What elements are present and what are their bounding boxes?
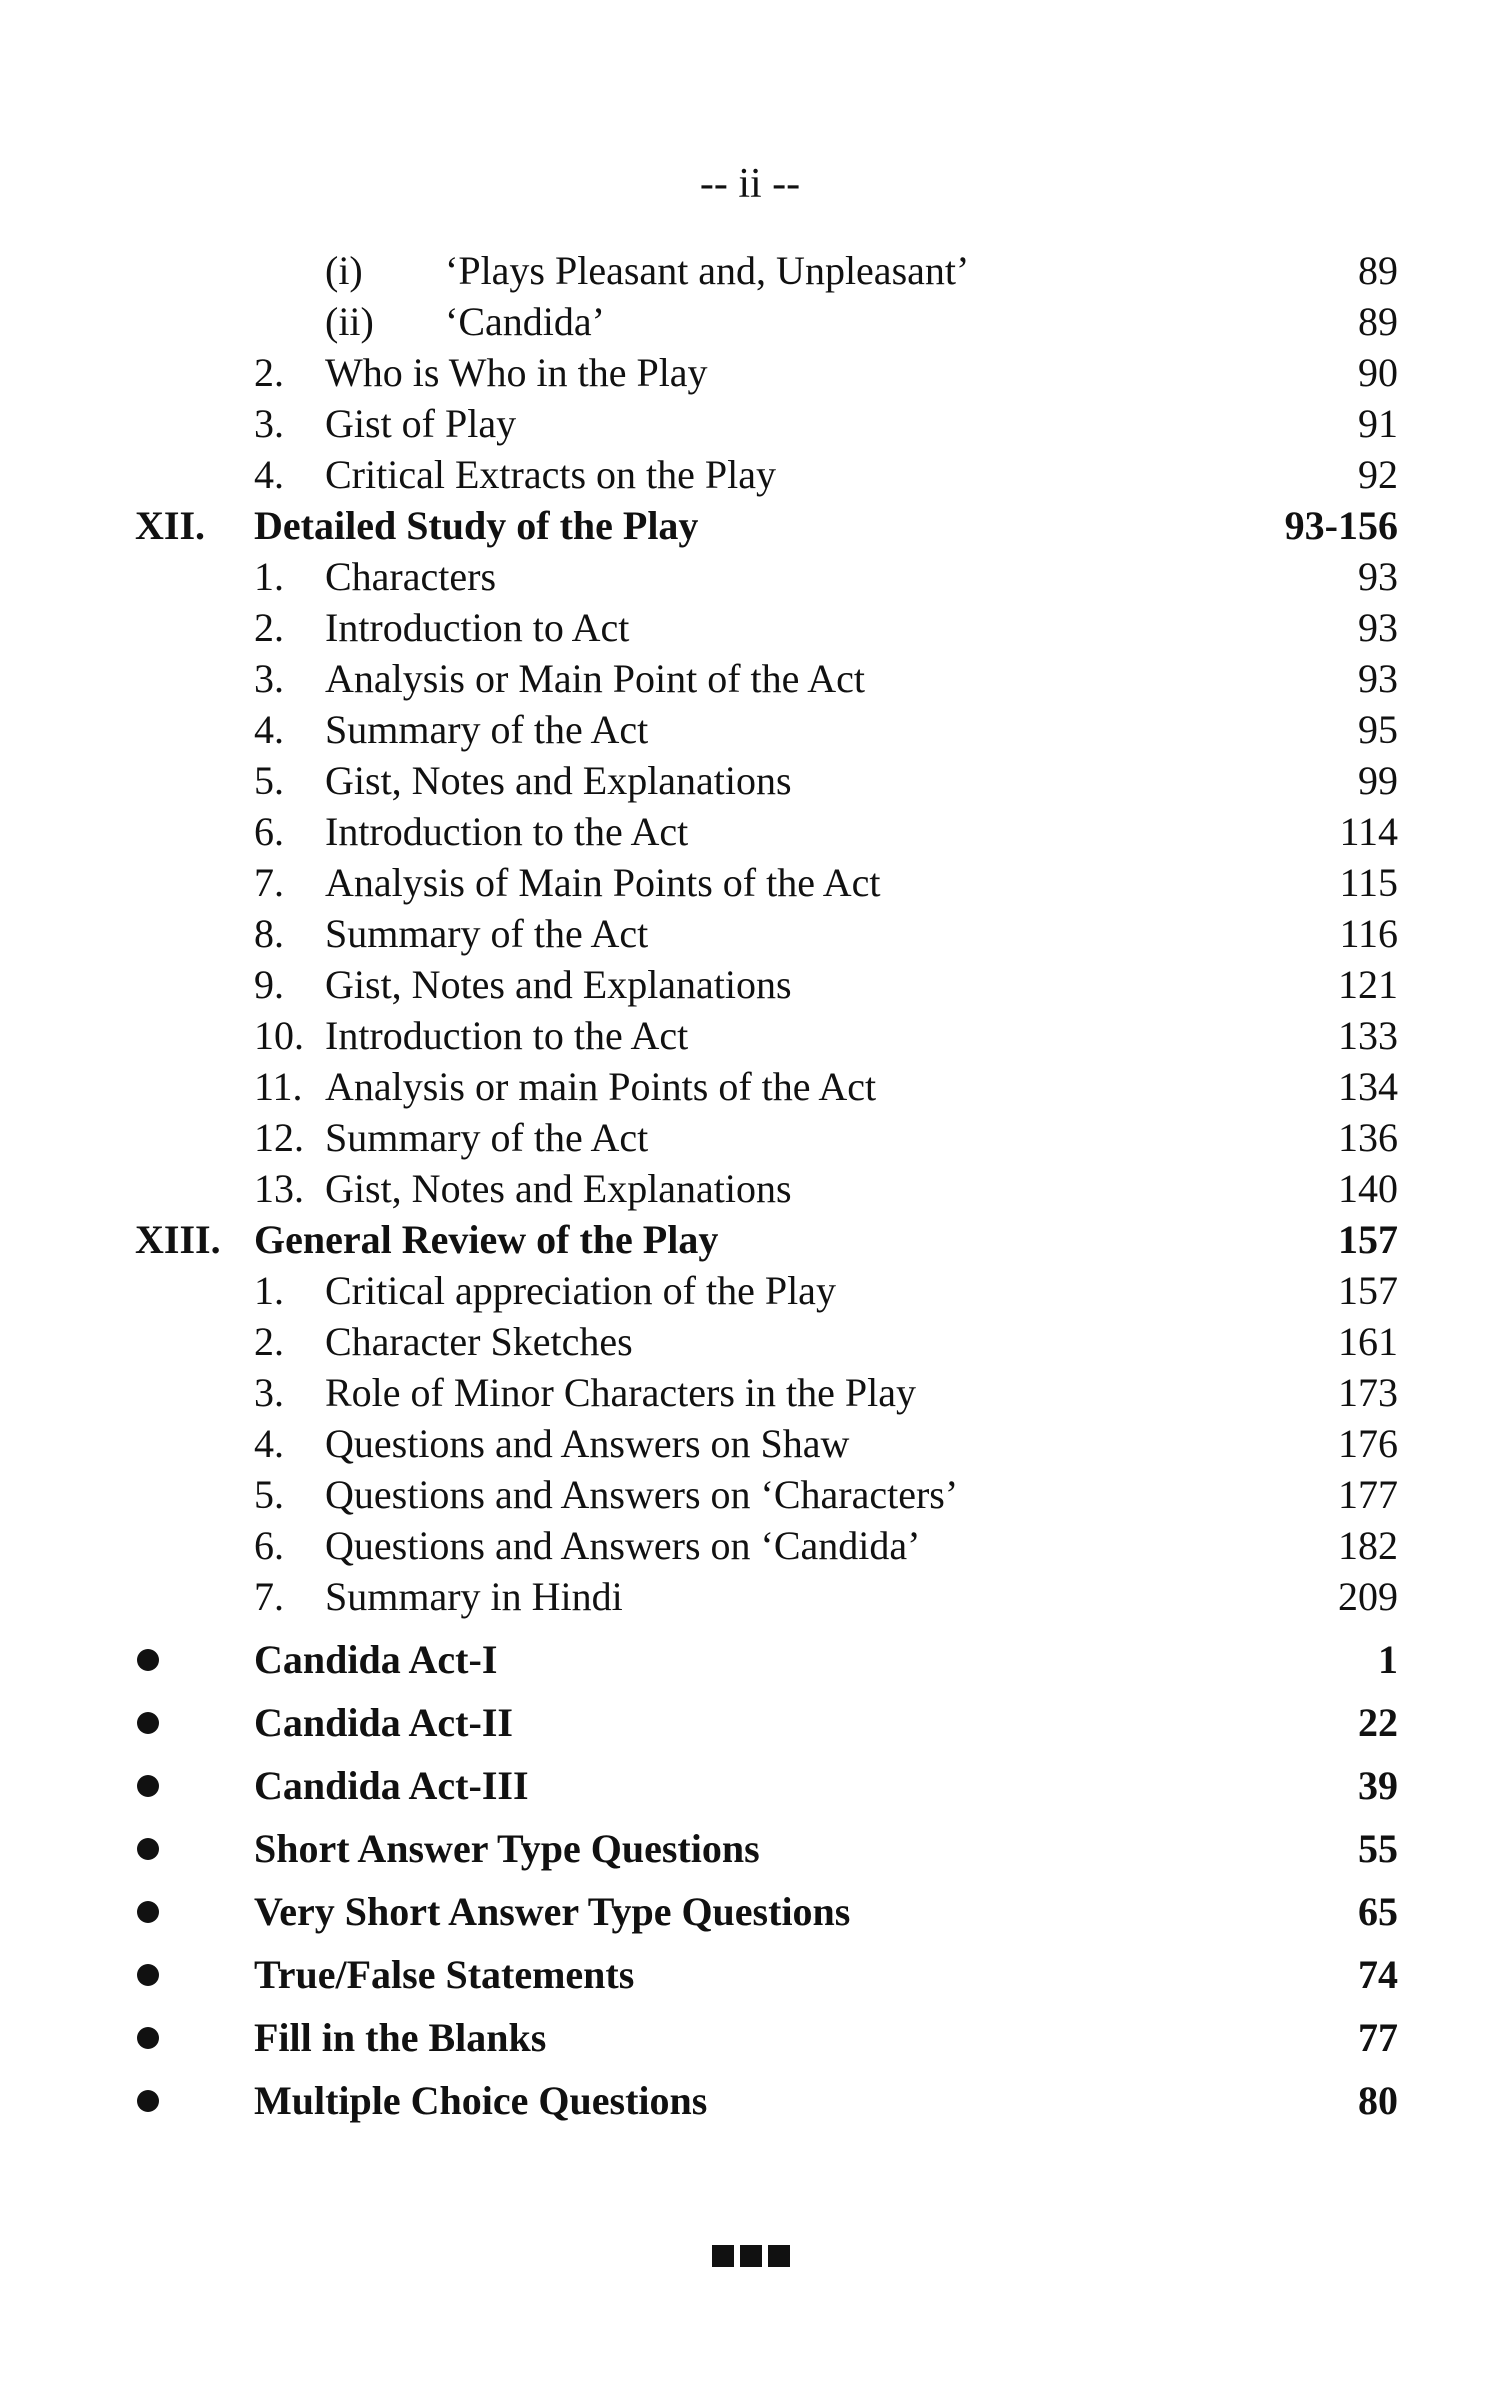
toc-item — [0, 1010, 1500, 1061]
toc-item — [0, 1316, 1500, 1367]
toc-item-page: 99 — [1358, 758, 1398, 803]
toc-item-number: 1. — [254, 1268, 284, 1313]
toc-item-title: Summary in Hindi — [325, 1574, 623, 1619]
toc-item-title: Gist of Play — [325, 401, 517, 446]
toc-item — [0, 1520, 1500, 1571]
end-square-icon — [740, 2245, 762, 2267]
toc-item-page: 93 — [1358, 554, 1398, 599]
toc-bullet-page: 22 — [1358, 1700, 1398, 1745]
section-page: 93-156 — [1284, 503, 1398, 548]
toc-section-xii — [0, 500, 1500, 551]
toc-item-number: 2. — [254, 350, 284, 395]
toc-item — [0, 398, 1500, 449]
toc-item-title: Analysis or main Points of the Act — [325, 1064, 877, 1109]
bullet-dot-icon — [137, 2090, 159, 2112]
toc-item-number: 8. — [254, 911, 284, 956]
toc-item — [0, 1112, 1500, 1163]
toc-item — [0, 1061, 1500, 1112]
toc-item-page: 90 — [1358, 350, 1398, 395]
toc-bullet-item — [0, 1628, 1500, 1691]
toc-subitem-title: ‘Candida’ — [445, 299, 605, 344]
toc-item-page: 176 — [1338, 1421, 1398, 1466]
toc-item — [0, 1163, 1500, 1214]
toc-bullet-title: Very Short Answer Type Questions — [254, 1889, 851, 1934]
toc-bullet-page: 39 — [1358, 1763, 1398, 1808]
toc-item-number: 4. — [254, 707, 284, 752]
bullet-dot-icon — [137, 1649, 159, 1671]
toc-item-title: Introduction to the Act — [325, 1013, 689, 1058]
toc-bullet-item — [0, 1754, 1500, 1817]
toc-item — [0, 653, 1500, 704]
toc-bullet-page: 55 — [1358, 1826, 1398, 1871]
toc-item-title: Analysis of Main Points of the Act — [325, 860, 881, 905]
toc-item — [0, 908, 1500, 959]
toc-item-page: 157 — [1338, 1268, 1398, 1313]
toc-bullet-page: 80 — [1358, 2078, 1398, 2123]
toc-item-title: Introduction to Act — [325, 605, 630, 650]
toc-item-page: 209 — [1338, 1574, 1398, 1619]
toc-bullet-title: Candida Act-III — [254, 1763, 529, 1808]
toc-item — [0, 551, 1500, 602]
toc-section-xiii — [0, 1214, 1500, 1265]
toc-bullet-page: 65 — [1358, 1889, 1398, 1934]
toc-item-title: Analysis or Main Point of the Act — [325, 656, 865, 701]
toc-bullet-item — [0, 1817, 1500, 1880]
toc-subitem — [0, 296, 1500, 347]
toc-item-page: 173 — [1338, 1370, 1398, 1415]
toc-item-page: 95 — [1358, 707, 1398, 752]
toc-item-title: Introduction to the Act — [325, 809, 689, 854]
toc-bullet-item — [0, 2069, 1500, 2132]
toc-bullet-title: Candida Act-II — [254, 1700, 513, 1745]
toc-subitem-marker: (ii) — [325, 299, 374, 344]
toc-item-number: 10. — [254, 1013, 304, 1058]
toc-item-title: Character Sketches — [325, 1319, 633, 1364]
toc-item-page: 114 — [1339, 809, 1398, 854]
toc-bullet-item — [0, 2006, 1500, 2069]
toc-item-page: 115 — [1339, 860, 1398, 905]
toc-bullet-item — [0, 1880, 1500, 1943]
toc-item-number: 4. — [254, 452, 284, 497]
toc-item-page: 133 — [1338, 1013, 1398, 1058]
end-square-icon — [712, 2245, 734, 2267]
toc-item-page: 161 — [1338, 1319, 1398, 1364]
toc-item-page: 121 — [1338, 962, 1398, 1007]
toc-item-title: Gist, Notes and Explanations — [325, 758, 792, 803]
toc-item-page: 93 — [1358, 605, 1398, 650]
toc-bullet-item — [0, 1943, 1500, 2006]
toc-item-number: 5. — [254, 1472, 284, 1517]
toc-item — [0, 959, 1500, 1010]
toc-subitem — [0, 245, 1500, 296]
toc-item-number: 4. — [254, 1421, 284, 1466]
toc-item-number: 7. — [254, 1574, 284, 1619]
toc-item — [0, 1469, 1500, 1520]
toc-subitem-page: 89 — [1358, 299, 1398, 344]
toc-item-title: Critical Extracts on the Play — [325, 452, 776, 497]
toc-item-number: 9. — [254, 962, 284, 1007]
toc-item — [0, 1418, 1500, 1469]
toc-item-page: 182 — [1338, 1523, 1398, 1568]
toc-item — [0, 806, 1500, 857]
toc-item-title: Gist, Notes and Explanations — [325, 1166, 792, 1211]
toc-bullet-title: Multiple Choice Questions — [254, 2078, 708, 2123]
toc-item-page: 134 — [1338, 1064, 1398, 1109]
section-numeral: XIII. — [135, 1217, 221, 1262]
toc-item-title: Characters — [325, 554, 497, 599]
section-numeral: XII. — [135, 503, 206, 548]
toc-item-title: Gist, Notes and Explanations — [325, 962, 792, 1007]
toc-subitem-page: 89 — [1358, 248, 1398, 293]
section-title: Detailed Study of the Play — [254, 503, 699, 548]
toc-item — [0, 347, 1500, 398]
toc-item-number: 5. — [254, 758, 284, 803]
toc-item-number: 6. — [254, 809, 284, 854]
toc-bullet-item — [0, 1691, 1500, 1754]
toc-item-number: 2. — [254, 1319, 284, 1364]
toc-item-number: 3. — [254, 656, 284, 701]
toc-item-page: 91 — [1358, 401, 1398, 446]
toc-item — [0, 1265, 1500, 1316]
toc-item — [0, 449, 1500, 500]
toc-bullet-page: 1 — [1378, 1637, 1398, 1682]
toc-item — [0, 755, 1500, 806]
toc-item-page: 93 — [1358, 656, 1398, 701]
bullet-dot-icon — [137, 1838, 159, 1860]
toc-item-number: 12. — [254, 1115, 304, 1160]
toc-bullet-title: Candida Act-I — [254, 1637, 498, 1682]
toc-item-number: 6. — [254, 1523, 284, 1568]
toc-item-title: Summary of the Act — [325, 1115, 649, 1160]
toc-item — [0, 1367, 1500, 1418]
bullet-dot-icon — [137, 1964, 159, 1986]
toc-item — [0, 602, 1500, 653]
end-of-page-mark — [712, 2245, 790, 2267]
end-square-icon — [768, 2245, 790, 2267]
toc-item — [0, 857, 1500, 908]
toc-item-number: 2. — [254, 605, 284, 650]
bullet-dot-icon — [137, 2027, 159, 2049]
table-of-contents — [0, 245, 1500, 2132]
toc-bullet-title: Fill in the Blanks — [254, 2015, 547, 2060]
toc-item-number: 3. — [254, 1370, 284, 1415]
toc-item-number: 3. — [254, 401, 284, 446]
toc-item-page: 140 — [1338, 1166, 1398, 1211]
toc-item-page: 177 — [1338, 1472, 1398, 1517]
toc-item-title: Questions and Answers on Shaw — [325, 1421, 850, 1466]
toc-item-title: Role of Minor Characters in the Play — [325, 1370, 916, 1415]
toc-bullet-title: Short Answer Type Questions — [254, 1826, 760, 1871]
toc-bullet-title: True/False Statements — [254, 1952, 635, 1997]
toc-item-number: 1. — [254, 554, 284, 599]
bullet-dot-icon — [137, 1712, 159, 1734]
toc-item-title: Summary of the Act — [325, 707, 649, 752]
toc-item-number: 7. — [254, 860, 284, 905]
toc-item-page: 136 — [1338, 1115, 1398, 1160]
toc-item-title: Questions and Answers on ‘Candida’ — [325, 1523, 921, 1568]
toc-item-title: Who is Who in the Play — [325, 350, 708, 395]
toc-item-number: 11. — [254, 1064, 303, 1109]
toc-item-title: Questions and Answers on ‘Characters’ — [325, 1472, 959, 1517]
toc-item-number: 13. — [254, 1166, 304, 1211]
toc-item-page: 92 — [1358, 452, 1398, 497]
toc-bullet-page: 77 — [1358, 2015, 1398, 2060]
toc-item-title: Summary of the Act — [325, 911, 649, 956]
bullet-dot-icon — [137, 1775, 159, 1797]
toc-bullet-page: 74 — [1358, 1952, 1398, 1997]
section-title: General Review of the Play — [254, 1217, 719, 1262]
toc-item — [0, 1571, 1500, 1622]
toc-item-page: 116 — [1339, 911, 1398, 956]
section-page: 157 — [1338, 1217, 1398, 1262]
page-number-header: -- ii -- — [699, 161, 801, 207]
toc-item-title: Critical appreciation of the Play — [325, 1268, 836, 1313]
toc-subitem-marker: (i) — [325, 248, 363, 293]
toc-subitem-title: ‘Plays Pleasant and, Unpleasant’ — [445, 248, 970, 293]
toc-item — [0, 704, 1500, 755]
bullet-dot-icon — [137, 1901, 159, 1923]
